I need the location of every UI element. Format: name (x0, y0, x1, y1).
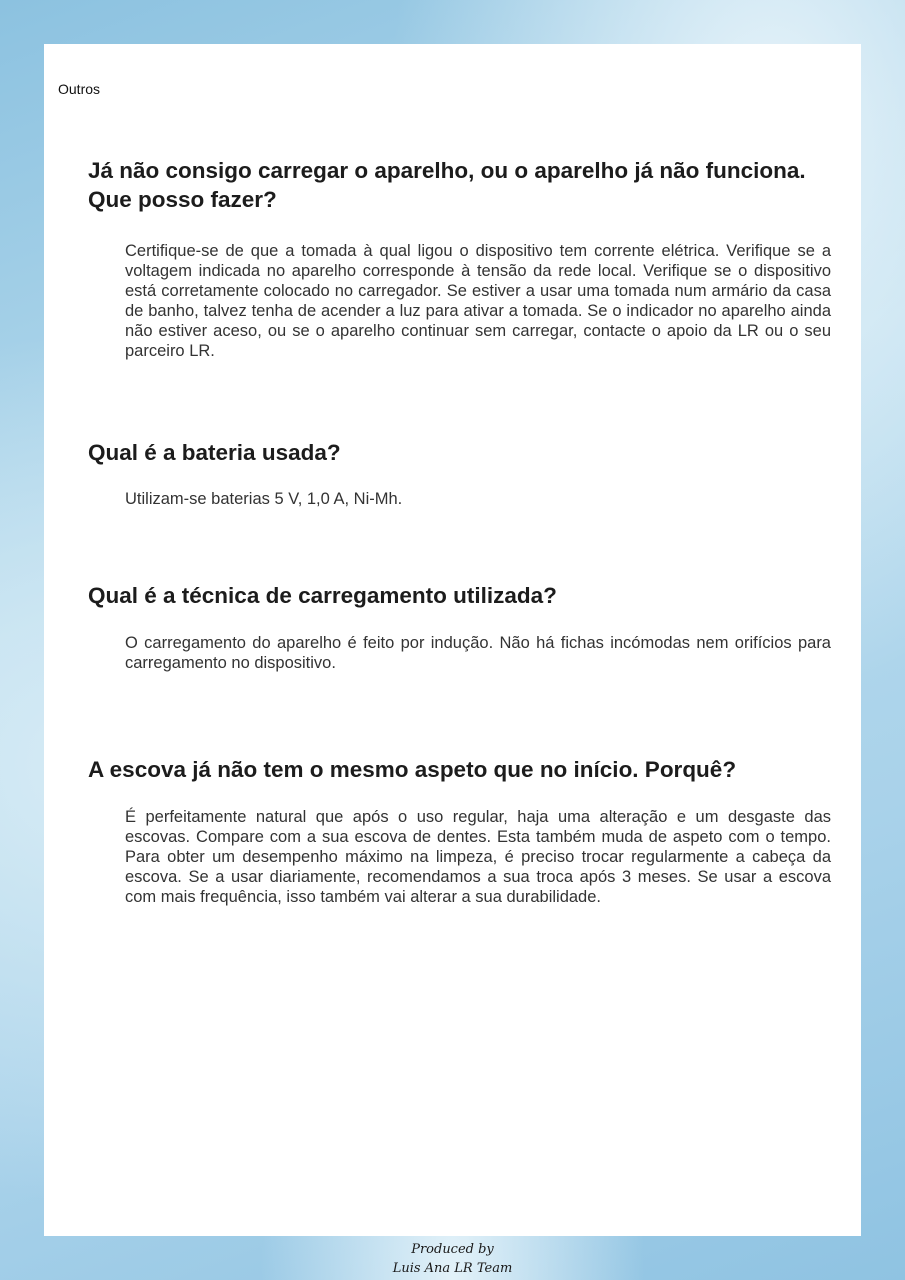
faq-answer: Utilizam-se baterias 5 V, 1,0 A, Ni-Mh. (125, 490, 403, 508)
faq-answer: É perfeitamente natural que após o uso regular, haja uma alteração e um desgaste das escovas. Compare com a sua escova de dentes. Esta também muda de aspeto com o tempo. Para obter um desempenho máximo na limpeza, é preciso trocar regularmente a cabeça da escova. Se a usar diariamente, recomendamos a sua troca após 3 meses. Se usar a escova com mais frequência, isso também vai alterar a sua durabilidade. (125, 808, 831, 906)
faq-item (88, 581, 831, 673)
faq-item (88, 755, 831, 907)
faq-item (88, 156, 831, 361)
credit-line: Produced by (411, 1242, 494, 1257)
faq-item (88, 438, 831, 509)
faq-question: Qual é a bateria usada? (88, 440, 341, 465)
section-label: Outros (58, 81, 101, 97)
faq-question: Já não consigo carregar o aparelho, ou o aparelho já não funciona. Que posso fazer? (88, 158, 806, 212)
document-page (44, 44, 861, 1236)
producer-credit (0, 1240, 905, 1278)
faq-question: A escova já não tem o mesmo aspeto que no início. Porquê? (88, 757, 737, 782)
faq-question: Qual é a técnica de carregamento utilizada? (88, 583, 557, 608)
faq-answer: Certifique-se de que a tomada à qual ligou o dispositivo tem corrente elétrica. Verifique se a voltagem indicada no aparelho corresponde à tensão da rede local. Verifique se o dispositivo está corretamente colocado no carregador. Se estiver a usar uma tomada num armário da casa de banho, talvez tenha de acender a luz para ativar a tomada. Se o indicador no aparelho ainda não estiver aceso, ou se o aparelho continuar sem carregar, contacte o apoio da LR ou o seu parceiro LR. (125, 242, 831, 360)
faq-answer: O carregamento do aparelho é feito por indução. Não há fichas incómodas nem orifícios para carregamento no dispositivo. (125, 634, 831, 672)
credit-team: Luis Ana LR Team (392, 1261, 513, 1276)
